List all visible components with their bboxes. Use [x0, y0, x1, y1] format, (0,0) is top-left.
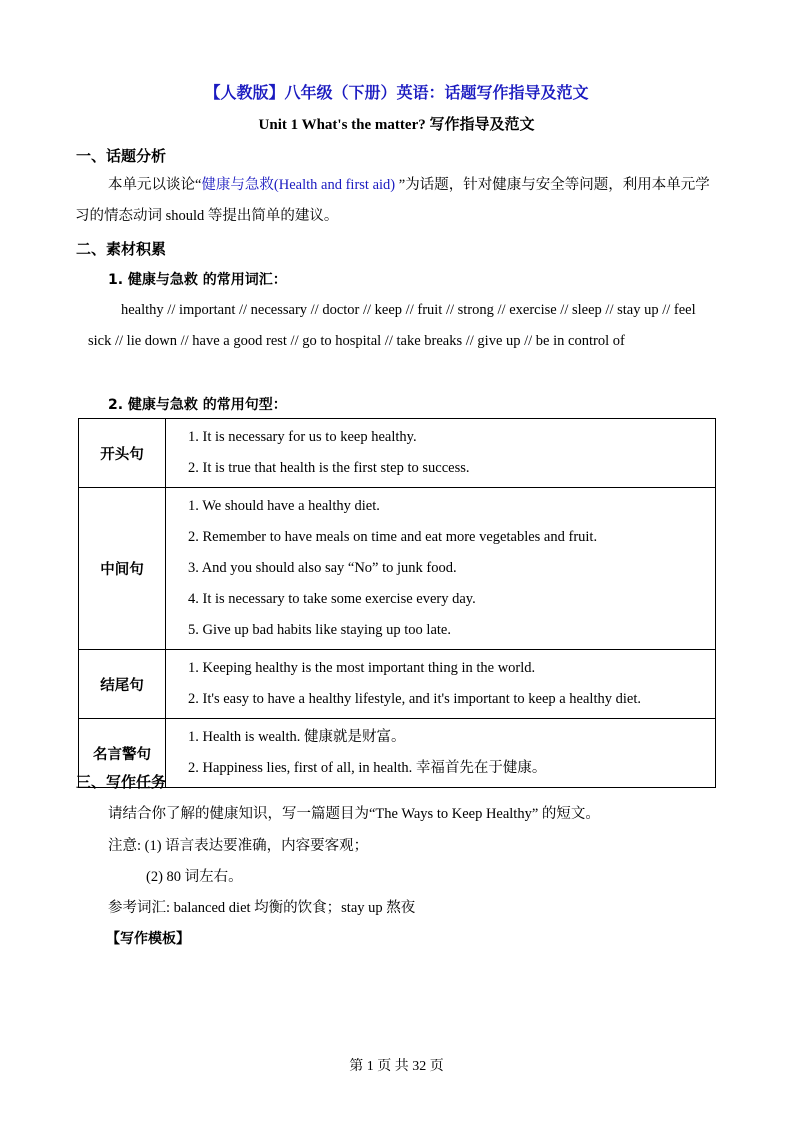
paragraph-text-after: ”为话题，针对健康与安全等问题，利用本单元学习的情态动词 should 等提出简单的建议。	[75, 177, 710, 224]
writing-template-heading: 【写作模板】	[106, 931, 190, 947]
sentence-line: 1. Health is wealth. 健康就是财富。	[188, 729, 406, 745]
sentence-heading: 2. 健康与急救 的常用句型：	[108, 397, 287, 413]
row-label: 中间句	[79, 488, 166, 650]
writing-task-text: 请结合你了解的健康知识，写一篇题目为“The Ways to Keep Healthy” 的短文。	[108, 806, 600, 822]
sentence-line: 1. Keeping healthy is the most important thing in the world.	[188, 660, 536, 676]
row-label: 结尾句	[79, 650, 166, 719]
row-content	[166, 650, 716, 719]
row-content	[166, 419, 716, 488]
row-content	[166, 719, 716, 788]
sentence-line: 2. It's easy to have a healthy lifestyle, and it's important to keep a healthy diet.	[188, 691, 641, 707]
sentence-line: 5. Give up bad habits like staying up too late.	[188, 622, 451, 638]
note-line-1: 注意: (1) 语言表达要准确，内容要客观；	[108, 838, 369, 854]
row-label: 名言警句	[79, 719, 166, 788]
document-subtitle: Unit 1 What's the matter? 写作指导及范文	[258, 117, 535, 133]
table-row	[79, 419, 716, 488]
sentence-line: 4. It is necessary to take some exercise every day.	[188, 591, 476, 607]
sentence-line: 2. Remember to have meals on time and eat more vegetables and fruit.	[188, 529, 598, 545]
table-row	[79, 719, 716, 788]
sentence-line: 1. It is necessary for us to keep healthy.	[188, 429, 417, 445]
vocab-list: healthy // important // necessary // doctor // keep // fruit // strong // exercise // sleep // stay up // feel sick // lie down // have a good rest // go to hospital // take breaks // give up // be in control of	[88, 302, 696, 349]
section-heading-materials: 二、素材积累	[76, 240, 167, 258]
table-row	[79, 650, 716, 719]
paragraph-text-before: 本单元以谈论“	[108, 177, 202, 193]
topic-highlight: 健康与急救(Health and first aid)	[201, 177, 396, 193]
reference-vocab: 参考词汇: balanced diet 均衡的饮食；stay up 熬夜	[108, 900, 416, 916]
row-content	[166, 488, 716, 650]
sentence-line: 3. And you should also say “No” to junk food.	[188, 560, 457, 576]
sentence-line: 1. We should have a healthy diet.	[188, 498, 380, 514]
table-row	[79, 488, 716, 650]
note-line-2: (2) 80 词左右。	[146, 869, 243, 885]
sentence-patterns-table	[78, 418, 716, 788]
row-label: 开头句	[79, 419, 166, 488]
section-heading-writing-task: 三、写作任务	[76, 773, 167, 791]
document-title: 【人教版】八年级（下册）英语：话题写作指导及范文	[204, 83, 589, 102]
sentence-line: 2. Happiness lies, first of all, in health. 幸福首先在于健康。	[188, 760, 547, 776]
section-heading-topic-analysis: 一、话题分析	[76, 147, 167, 165]
vocab-heading: 1. 健康与急救 的常用词汇：	[108, 272, 287, 288]
page-footer: 第 1 页 共 32 页	[349, 1059, 444, 1074]
topic-analysis-paragraph	[75, 170, 720, 232]
sentence-line: 2. It is true that health is the first step to success.	[188, 460, 470, 476]
